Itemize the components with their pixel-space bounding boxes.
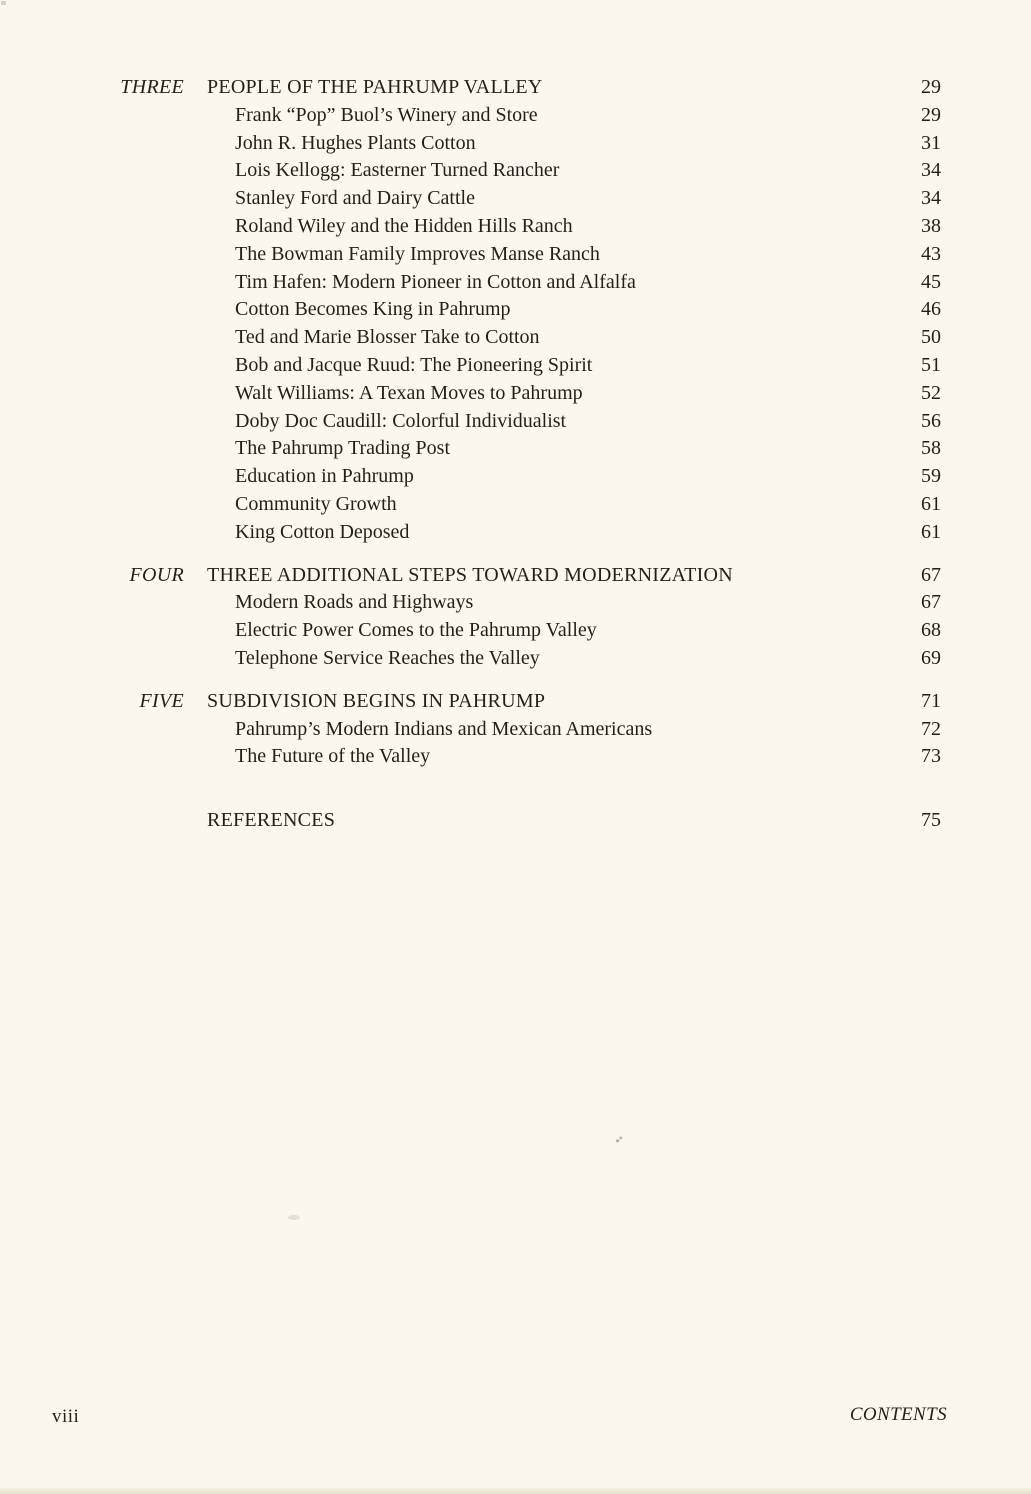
entry-title: The Pahrump Trading Post	[235, 437, 451, 460]
entry-title: The Future of the Valley	[235, 745, 431, 768]
toc-entry-row	[80, 157, 941, 185]
entry-title: Walt Williams: A Texan Moves to Pahrump	[235, 381, 583, 404]
page-number: 52	[921, 381, 941, 404]
toc-entry-row	[80, 241, 941, 269]
toc-entry-row	[80, 435, 941, 463]
toc-entry-row	[80, 743, 941, 771]
scan-artifact	[1, 1, 6, 5]
chapter-title: SUBDIVISION BEGINS IN PAHRUMP	[207, 689, 546, 712]
page-number: 71	[921, 689, 941, 712]
page-number: 46	[921, 298, 941, 321]
page-number: 38	[921, 214, 941, 237]
entry-title: Cotton Becomes King in Pahrump	[235, 298, 511, 321]
toc-entry-row	[80, 716, 941, 744]
page-number: 29	[921, 76, 941, 98]
toc-entry-row	[80, 463, 941, 491]
toc-entry-row	[80, 519, 941, 547]
page-number: 69	[921, 646, 941, 669]
toc-entry-row	[80, 269, 941, 297]
page-number: 59	[921, 465, 941, 488]
chapter-title: REFERENCES	[207, 809, 336, 832]
toc-heading-row	[80, 74, 941, 102]
entry-title: Ted and Marie Blosser Take to Cotton	[235, 326, 540, 349]
page-number: 72	[921, 717, 941, 740]
page-number: 51	[921, 353, 941, 376]
toc-entry-row	[80, 589, 941, 617]
entry-title: Pahrump’s Modern Indians and Mexican Americans	[235, 717, 653, 740]
page-number: 34	[921, 187, 941, 210]
page-number: 73	[921, 745, 941, 768]
page-number: 50	[921, 326, 941, 349]
toc-heading-row	[80, 688, 941, 716]
chapter-title: THREE ADDITIONAL STEPS TOWARD MODERNIZATION	[207, 563, 733, 586]
toc-entry-row	[80, 408, 941, 436]
toc-entry-row	[80, 380, 941, 408]
folio-page-number: viii	[52, 1406, 80, 1427]
page-number: 75	[921, 809, 941, 832]
chapter-number-label: THREE	[120, 76, 184, 98]
toc-heading-row	[80, 807, 941, 835]
toc-entry-row	[80, 617, 941, 645]
page-number: 61	[921, 492, 941, 515]
page-number: 67	[921, 563, 941, 586]
running-head-contents: CONTENTS	[849, 1404, 947, 1425]
toc-entry-row	[80, 296, 941, 324]
page-number: 56	[921, 409, 941, 432]
entry-title: Education in Pahrump	[235, 465, 414, 488]
page-number: 29	[921, 103, 941, 126]
entry-title: John R. Hughes Plants Cotton	[235, 131, 476, 154]
entry-title: Telephone Service Reaches the Valley	[235, 646, 540, 669]
entry-title: Bob and Jacque Ruud: The Pioneering Spirit	[235, 353, 593, 376]
toc-heading-row	[80, 562, 941, 590]
toc-entry-row	[80, 645, 941, 673]
entry-title: Roland Wiley and the Hidden Hills Ranch	[235, 214, 573, 237]
page-number: 31	[921, 131, 941, 154]
entry-title: Frank “Pop” Buol’s Winery and Store	[235, 103, 538, 126]
page-number: 45	[921, 270, 941, 293]
toc-entry-row	[80, 185, 941, 213]
entry-title: Tim Hafen: Modern Pioneer in Cotton and Alfalfa	[235, 270, 636, 293]
entry-title: Stanley Ford and Dairy Cattle	[235, 187, 475, 210]
scan-speck	[614, 1136, 623, 1144]
entry-title: Modern Roads and Highways	[235, 591, 474, 614]
toc-section	[80, 74, 941, 547]
page-number: 67	[921, 591, 941, 614]
entry-title: Lois Kellogg: Easterner Turned Rancher	[235, 159, 560, 182]
page-number: 68	[921, 619, 941, 642]
toc-entry-row	[80, 491, 941, 519]
entry-title: Community Growth	[235, 492, 397, 515]
toc-section	[80, 807, 941, 835]
chapter-number-label: FOUR	[129, 563, 184, 586]
page-number: 61	[921, 520, 941, 543]
toc-entry-row	[80, 352, 941, 380]
chapter-number-label: FIVE	[139, 689, 184, 712]
scan-bottom-edge	[0, 1488, 1031, 1494]
chapter-title: PEOPLE OF THE PAHRUMP VALLEY	[207, 76, 543, 98]
toc-entry-row	[80, 102, 941, 130]
toc-entry-row	[80, 130, 941, 158]
entry-title: Doby Doc Caudill: Colorful Individualist	[235, 409, 567, 432]
page-number: 34	[921, 159, 941, 182]
entry-title: Electric Power Comes to the Pahrump Valley	[235, 619, 597, 642]
toc-section	[80, 688, 941, 771]
entry-title: The Bowman Family Improves Manse Ranch	[235, 242, 600, 265]
entry-title: King Cotton Deposed	[235, 520, 410, 543]
page-number: 43	[921, 242, 941, 265]
scan-speck	[288, 1215, 300, 1220]
page-number: 58	[921, 437, 941, 460]
toc-entry-row	[80, 324, 941, 352]
toc-entry-row	[80, 213, 941, 241]
toc-section	[80, 562, 941, 673]
